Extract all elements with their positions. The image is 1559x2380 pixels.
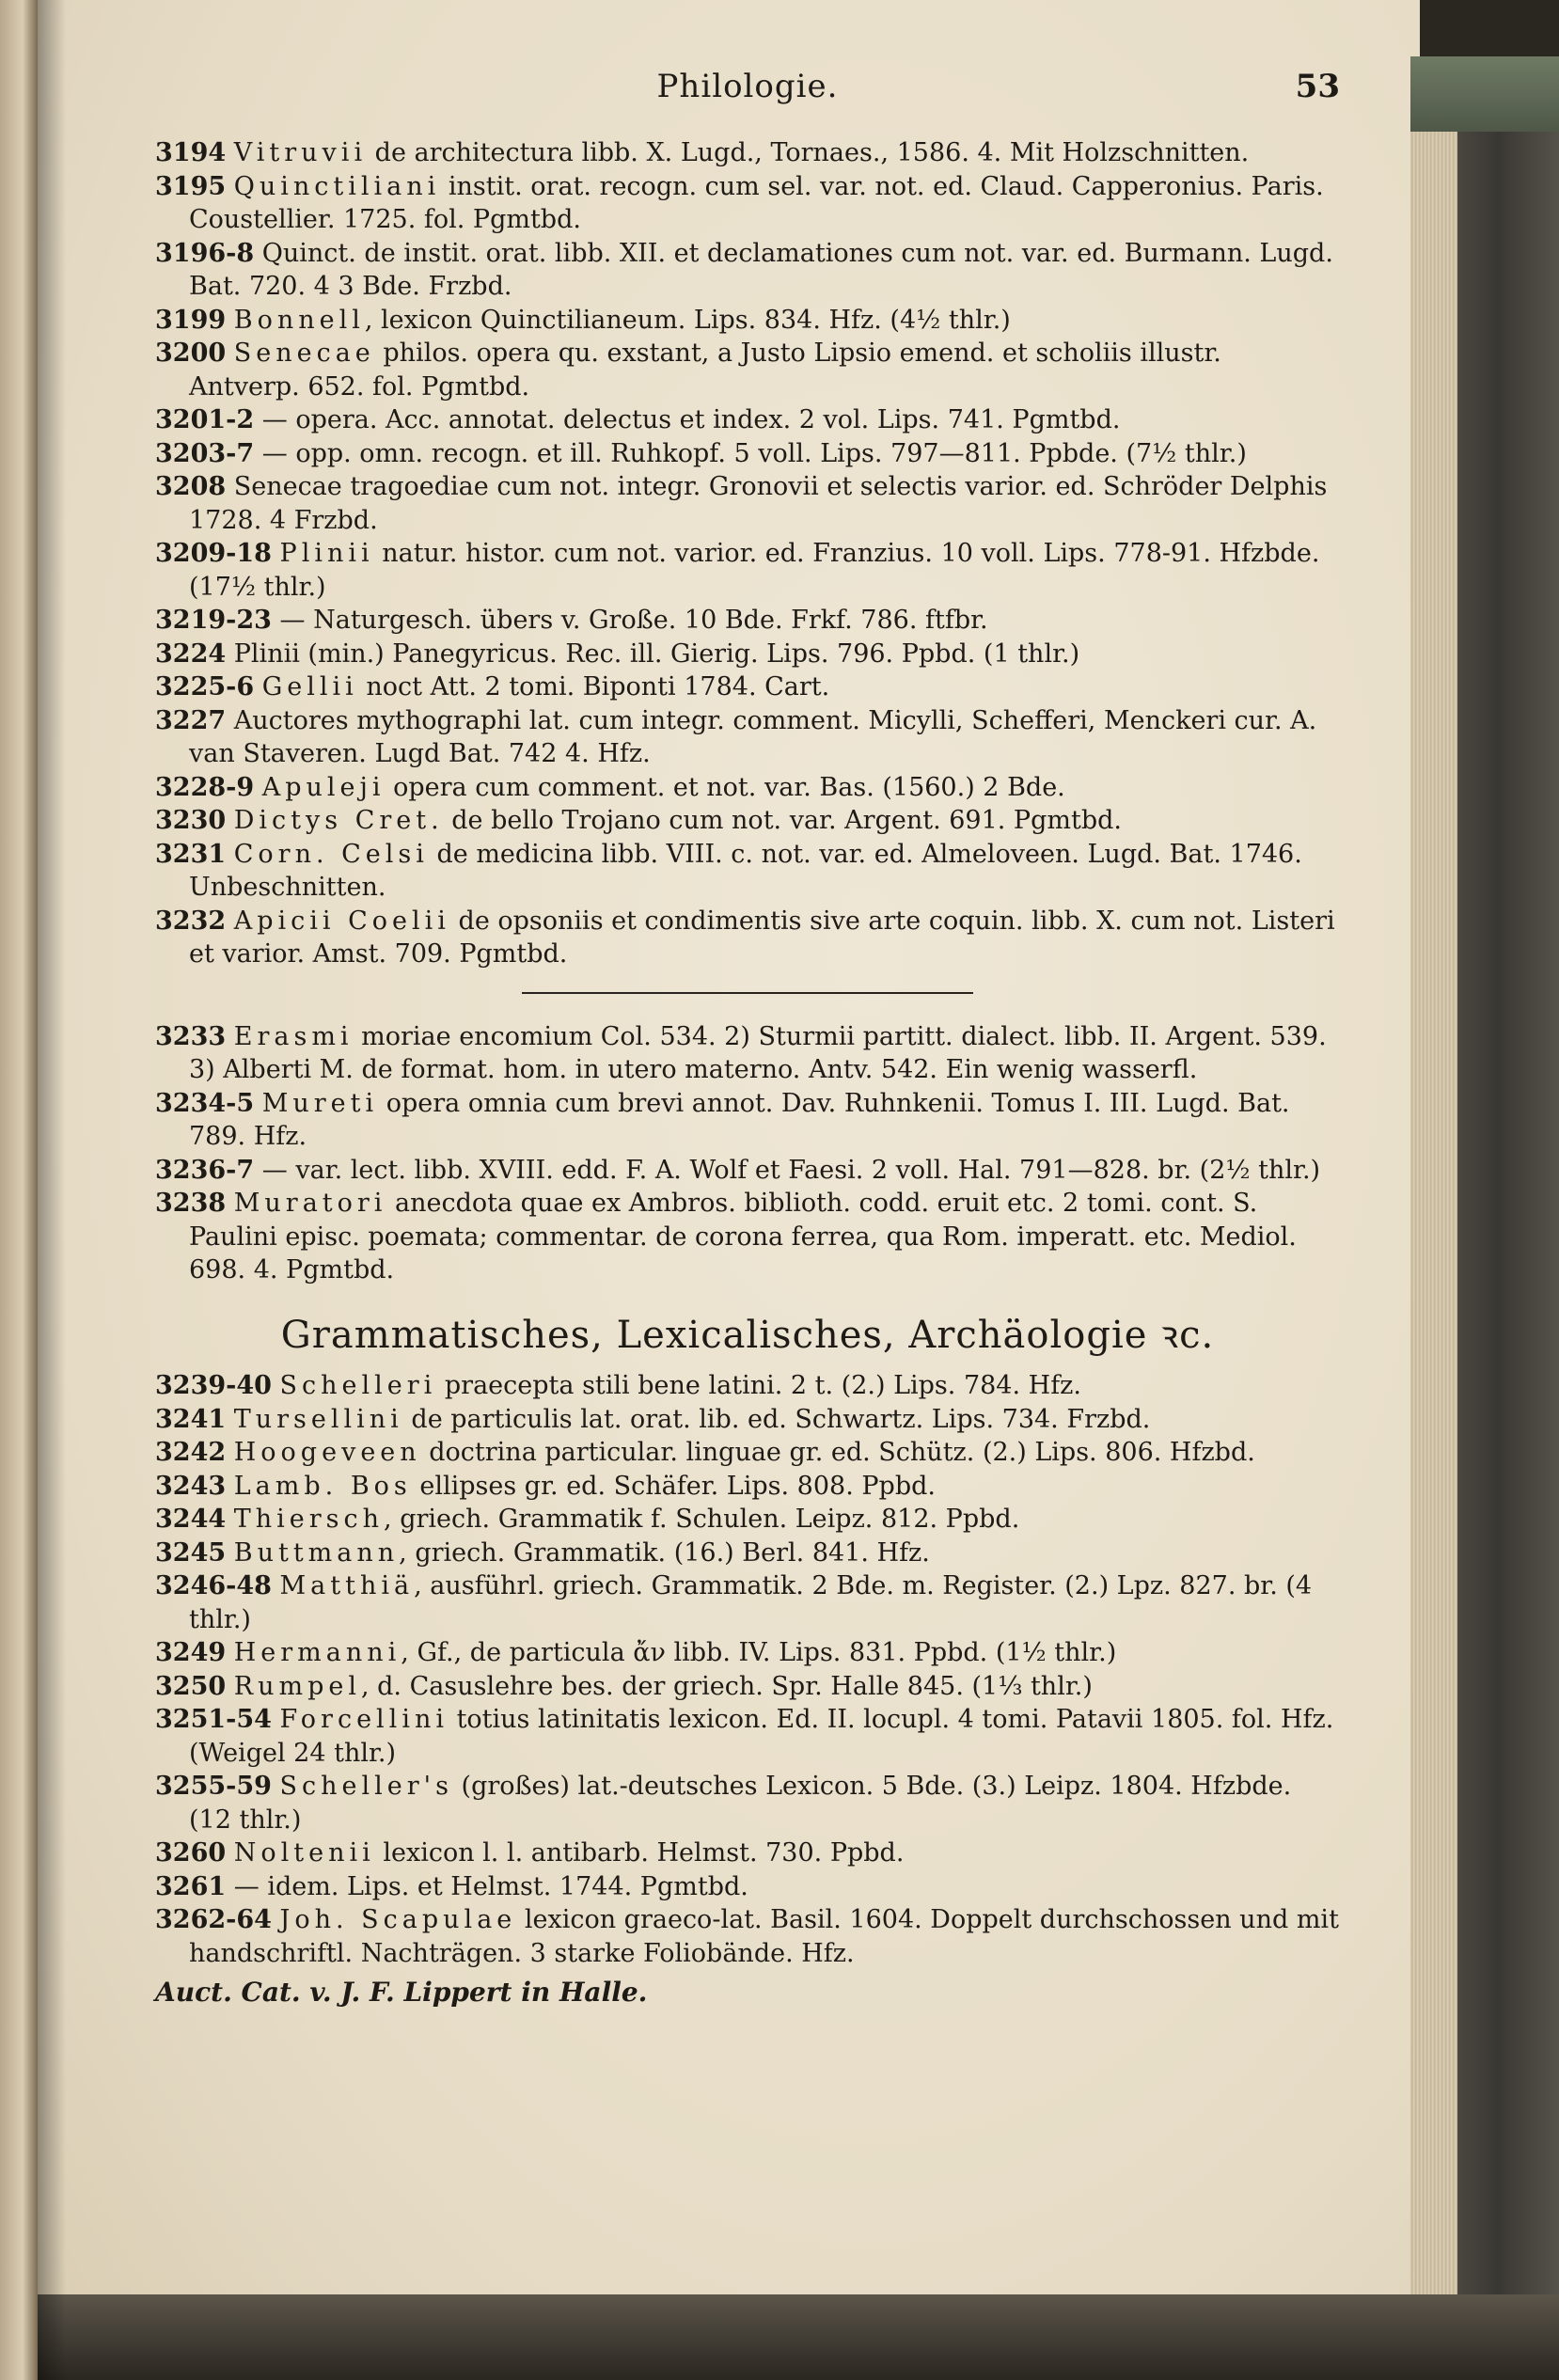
section-title-grammatik: Grammatisches, Lexicalisches, Archäologie ꝛc. (280, 1313, 1215, 1357)
entry-number: 3241 (155, 1404, 227, 1434)
catalogue-entry (155, 804, 1340, 838)
entry-author: Lamb. Bos (233, 1471, 412, 1501)
entry-number: 3233 (155, 1021, 227, 1051)
entry-number: 3225-6 (155, 672, 255, 701)
entry-number: 3227 (155, 705, 227, 735)
entry-text: opera omnia cum brevi annot. Dav. Ruhnkenii. Tomus I. III. Lugd. Bat. 789. Hfz. (189, 1088, 1290, 1151)
catalogue-entry (155, 638, 1340, 671)
catalogue-entry (155, 1369, 1340, 1403)
entry-number: 3255-59 (155, 1772, 272, 1801)
entry-text: Plinii (min.) Panegyricus. Rec. ill. Gierig. Lips. 796. Ppbd. (1 thlr.) (233, 638, 1080, 669)
entry-author: Noltenii (233, 1838, 375, 1868)
catalogue-entry (155, 1569, 1340, 1636)
catalogue-entry (155, 304, 1340, 338)
entry-number: 3244 (155, 1505, 227, 1534)
entry-number: 3199 (155, 305, 227, 335)
entry-author: Rumpel (233, 1671, 361, 1701)
entry-text: praecepta stili bene latini. 2 t. (2.) Lips. 784. Hfz. (436, 1371, 1081, 1400)
entry-text: de opsoniis et condimentis sive arte coquin. libb. X. cum not. Listeri et varior. Amst. 709. Pgmtbd. (189, 906, 1335, 969)
entry-text: , griech. Grammatik f. Schulen. Leipz. 812. Ppbd. (384, 1505, 1020, 1534)
catalogue-entry (155, 337, 1340, 403)
entry-author: Hoogeveen (233, 1438, 421, 1467)
entry-number: 3242 (155, 1438, 227, 1467)
entry-text: noct Att. 2 tomi. Biponti 1784. Cart. (357, 672, 830, 701)
entry-number: 3194 (155, 138, 227, 167)
catalogue-entry (155, 437, 1340, 471)
entry-author: Tursellini (233, 1404, 403, 1434)
entry-number: 3238 (155, 1189, 227, 1218)
entries-grammatik (155, 1369, 1340, 1970)
entry-text: ellipses gr. ed. Schäfer. Lips. 808. Ppbd. (411, 1471, 936, 1501)
cover-corner (1410, 56, 1559, 132)
entry-author: Muratori (233, 1189, 387, 1218)
entry-number: 3262-64 (155, 1905, 272, 1934)
catalogue-entry (155, 1870, 1340, 1904)
adjacent-page-edge (0, 0, 38, 2380)
entry-text: philos. opera qu. exstant, a Justo Lipsio emend. et scholiis illustr. Antverp. 652. fol. Pgmtbd. (189, 339, 1221, 402)
entry-number: 3239-40 (155, 1371, 272, 1400)
entry-text: moriae encomium Col. 534. 2) Sturmii partitt. dialect. libb. II. Argent. 539. 3) Alberti M. de format. hom. in utero materno. Antv. 542. Ein wenig wasserfl. (189, 1021, 1327, 1084)
entry-number: 3249 (155, 1638, 227, 1667)
catalogue-footer: Auct. Cat. v. J. F. Lippert in Halle. (155, 1977, 648, 2008)
entry-number: 3201-2 (155, 405, 255, 434)
entry-text: Auctores mythographi lat. cum integr. comment. Micylli, Schefferi, Menckeri cur. A. van Staveren. Lugd Bat. 742 4. Hfz. (189, 705, 1317, 768)
catalogue-entry (155, 771, 1340, 805)
entry-author: Matthiä (279, 1571, 415, 1600)
entry-author: Joh. Scapulae (279, 1905, 517, 1934)
entry-text: lexicon l. l. antibarb. Helmst. 730. Ppbd. (374, 1838, 905, 1868)
entry-text: totius latinitatis lexicon. Ed. II. locupl. 4 tomi. Patavii 1805. fol. Hfz. (Weigel 24 thlr.) (189, 1705, 1334, 1768)
entry-author: Scheller's (279, 1772, 453, 1801)
entry-author: Plinii (279, 539, 374, 568)
entry-author: Forcellini (279, 1705, 449, 1734)
catalogue-entry (155, 1703, 1340, 1770)
entry-text: Senecae tragoediae cum not. integr. Gronovii et selectis varior. ed. Schröder Delphis 1728. 4 Frzbd. (189, 472, 1328, 535)
page-content (155, 68, 1340, 2010)
entry-author: Vitruvii (233, 138, 368, 167)
entry-text: — idem. Lips. et Helmst. 1744. Pgmtbd. (233, 1871, 748, 1901)
catalogue-entry (155, 1187, 1340, 1287)
catalogue-entry (155, 1436, 1340, 1470)
catalogue-entry (155, 604, 1340, 638)
entry-number: 3195 (155, 171, 227, 201)
catalogue-entry (155, 136, 1340, 170)
entry-number: 3200 (155, 339, 227, 368)
entry-text: instit. orat. recogn. cum sel. var. not. ed. Claud. Capperonius. Paris. Coustellier. 1725. fol. Pgmtbd. (189, 171, 1324, 234)
entry-text: de medicina libb. VIII. c. not. var. ed. Almeloveen. Lugd. Bat. 1746. Unbeschnitten. (189, 839, 1302, 902)
catalogue-entry (155, 1154, 1340, 1188)
entry-number: 3261 (155, 1871, 227, 1901)
entry-number: 3234-5 (155, 1088, 255, 1118)
catalogue-entry (155, 1903, 1340, 1970)
entry-text: — var. lect. libb. XVIII. edd. F. A. Wolf et Faesi. 2 voll. Hal. 791—828. br. (2½ thlr.) (261, 1155, 1321, 1185)
entry-author: Gellii (261, 672, 358, 701)
entry-number: 3243 (155, 1471, 227, 1501)
entry-author: Buttmann (233, 1537, 400, 1568)
entry-number: 3230 (155, 806, 227, 835)
catalogue-entry (155, 838, 1340, 905)
entry-author: Apuleji (261, 772, 386, 802)
catalogue-entry (155, 1503, 1340, 1537)
entry-number: 3209-18 (155, 539, 272, 568)
entry-text: anecdota quae ex Ambros. biblioth. codd. eruit etc. 2 tomi. cont. S. Paulini episc. poemata; commentar. de corona ferrea, qua Rom. imperatt. etc. Mediol. 698. 4. Pgmtbd. (189, 1189, 1297, 1285)
catalogue-entry (155, 670, 1340, 704)
spine-shadow (38, 0, 66, 2380)
entry-author: Schelleri (279, 1371, 437, 1400)
entry-text: (großes) lat.-deutsches Lexicon. 5 Bde. (3.) Leipz. 1804. Hfzbde. (12 thlr.) (189, 1772, 1292, 1835)
entry-text: Quinct. de instit. orat. libb. XII. et declamationes cum not. var. ed. Burmann. Lugd. Bat. 720. 4 3 Bde. Frzbd. (189, 238, 1333, 301)
catalogue-entry (155, 1403, 1340, 1437)
entry-number: 3260 (155, 1838, 227, 1868)
catalogue-entry (155, 1670, 1340, 1704)
book-bottom-edge (38, 2294, 1559, 2380)
entry-text: — opp. omn. recogn. et ill. Ruhkopf. 5 voll. Lips. 797—811. Ppbde. (7½ thlr.) (261, 438, 1247, 468)
entry-number: 3245 (155, 1537, 227, 1568)
catalogue-entry (155, 1087, 1340, 1154)
entry-text: , d. Casuslehre bes. der griech. Spr. Halle 845. (1⅓ thlr.) (360, 1671, 1093, 1701)
entry-author: Corn. Celsi (233, 839, 429, 869)
catalogue-entry (155, 905, 1340, 971)
entry-author: Mureti (261, 1088, 379, 1118)
entry-author: Hermanni (233, 1638, 402, 1667)
entries-misc (155, 1020, 1340, 1287)
entry-number: 3232 (155, 906, 227, 936)
catalogue-entry (155, 537, 1340, 604)
catalogue-entry (155, 403, 1340, 437)
entry-text: , ausführl. griech. Grammatik. 2 Bde. m. Register. (2.) Lpz. 827. br. (4 thlr.) (189, 1571, 1313, 1634)
catalogue-entry (155, 470, 1340, 537)
section-divider (522, 992, 973, 994)
entry-text: — opera. Acc. annotat. delectus et index. 2 vol. Lips. 741. Pgmtbd. (261, 405, 1121, 434)
entry-text: de particulis lat. orat. lib. ed. Schwartz. Lips. 734. Frzbd. (402, 1404, 1151, 1434)
entry-author: Senecae (233, 339, 375, 368)
entry-number: 3246-48 (155, 1571, 272, 1600)
entry-number: 3219-23 (155, 606, 272, 635)
entry-author: Dictys Cret. (233, 806, 444, 835)
entries-philologie (155, 136, 1340, 971)
entry-author: Quinctiliani (233, 171, 441, 201)
entry-text: , griech. Grammatik. (16.) Berl. 841. Hfz. (399, 1537, 930, 1568)
entry-text: , lexicon Quinctilianeum. Lips. 834. Hfz. (4½ thlr.) (364, 305, 1011, 335)
catalogue-entry (155, 170, 1340, 237)
entry-number: 3224 (155, 638, 227, 669)
entry-number: 3231 (155, 839, 227, 869)
catalogue-entry (155, 1770, 1340, 1836)
entry-text: , Gf., de particula ἄν libb. IV. Lips. 831. Ppbd. (1½ thlr.) (401, 1638, 1117, 1667)
running-title: Philologie. (656, 68, 839, 105)
entry-text: de architectura libb. X. Lugd., Tornaes., 1586. 4. Mit Holzschnitten. (367, 138, 1250, 167)
entry-number: 3228-9 (155, 772, 255, 802)
catalogue-entry (155, 1537, 1340, 1570)
catalogue-entry (155, 1636, 1340, 1670)
entry-text: doctrina particular. linguae gr. ed. Schütz. (2.) Lips. 806. Hfzbd. (420, 1438, 1255, 1467)
entry-number: 3203-7 (155, 438, 255, 468)
page-number: 53 (1295, 68, 1340, 105)
entry-text: opera cum comment. et not. var. Bas. (1560.) 2 Bde. (385, 772, 1065, 802)
entry-number: 3250 (155, 1671, 227, 1701)
page-header (155, 68, 1340, 127)
catalogue-entry (155, 237, 1340, 304)
entry-author: Bonnell (233, 305, 365, 335)
entry-text: lexicon graeco-lat. Basil. 1604. Doppelt durchschossen und mit handschriftl. Nachträgen. 3 starke Foliobände. Hfz. (189, 1905, 1339, 1968)
catalogue-entry (155, 1470, 1340, 1504)
entry-author: Thiersch (233, 1505, 385, 1534)
entry-author: Erasmi (233, 1021, 354, 1051)
entry-number: 3196-8 (155, 238, 255, 268)
entry-text: de bello Trojano cum not. var. Argent. 691. Pgmtbd. (443, 806, 1122, 835)
entry-text: — Naturgesch. übers v. Große. 10 Bde. Frkf. 786. ftfbr. (279, 606, 988, 635)
entry-number: 3251-54 (155, 1705, 272, 1734)
entry-number: 3236-7 (155, 1155, 255, 1185)
book-cover (1457, 56, 1559, 2323)
catalogue-entry (155, 1836, 1340, 1870)
entry-number: 3208 (155, 472, 227, 501)
catalogue-entry (155, 1020, 1340, 1087)
catalogue-entry (155, 704, 1340, 771)
entry-author: Apicii Coelii (233, 906, 450, 936)
entry-text: natur. histor. cum not. varior. ed. Franzius. 10 voll. Lips. 778-91. Hfzbde. (17½ thlr.) (189, 539, 1320, 602)
